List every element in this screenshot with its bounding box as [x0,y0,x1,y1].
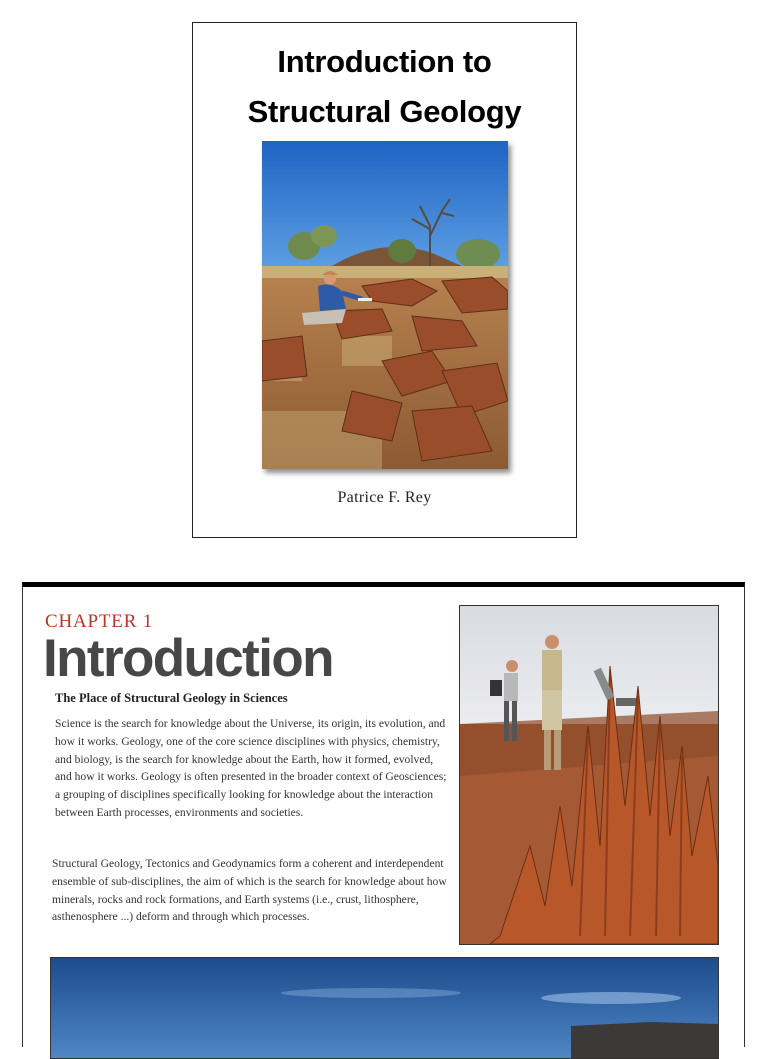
book-author: Patrice F. Rey [337,489,432,506]
paragraph-2: Structural Geology, Tectonics and Geodynamics form a coherent and interdependent ensemble of sub-disciplines, the aim of which is the search for knowledge about how minerals, rocks and rock formations, and Earth systems (i.e., crust, lithosphere, asthenosphere ...) deform and through which processes. [52,857,447,924]
book-title-line-2: Structural Geology [247,94,522,129]
chapter-page [22,582,745,1047]
chapter-photo-rock-outcrop [459,605,719,945]
section-heading: The Place of Structural Geology in Sciences [55,691,288,705]
cover-photo-geologist-in-field [262,141,508,469]
paragraph-1: Science is the search for knowledge about the Universe, its origin, its evolution, and how it works. Geology, one of the core science disciplines with physics, chemistry, and biology, is the search for knowledge about the Earth, how it formed, evolved, and how it works. Geology is often presented in the broader context of Geosciences; a grouping of disciplines specifically looking for knowledge about the interaction between Earth processes, environments and societies. [55,717,447,819]
chapter-label: CHAPTER 1 [45,611,154,632]
chapter-title: Introduction [43,629,333,688]
chapter-photo-landscape [50,957,719,1059]
book-cover-page [192,22,577,538]
book-title [193,37,576,137]
book-title-line-1: Introduction to [277,44,492,79]
